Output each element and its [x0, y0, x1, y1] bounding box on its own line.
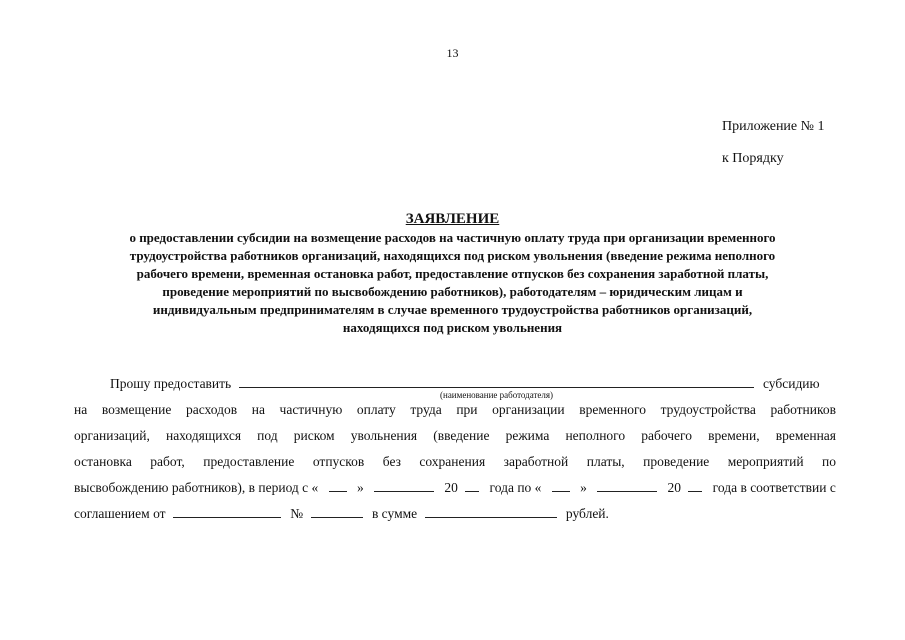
body-line: на возмещение расходов на частичную оплату труда при организации временного трудоустройства работников: [74, 402, 836, 417]
period-to-text: года по «: [489, 480, 542, 495]
document-subtitle-line: индивидуальным предпринимателям в случае временного трудоустройства работников организаций,: [152, 302, 753, 317]
request-line: [74, 371, 836, 400]
document-subtitle-line: находящихся под риском увольнения: [342, 320, 563, 335]
amount-text: в сумме: [371, 506, 418, 521]
agreement-number-sign: №: [290, 506, 304, 521]
end-year-field[interactable]: [688, 477, 702, 492]
page-number: 13: [446, 46, 459, 60]
document-subtitle-line: рабочего времени, временная остановка работ, предоставление отпусков без сохранения заработной платы,: [136, 266, 769, 281]
start-month-field[interactable]: [374, 477, 434, 492]
start-year-prefix: 20: [444, 480, 458, 495]
amount-field[interactable]: [425, 503, 557, 518]
start-day-field[interactable]: [329, 477, 347, 492]
end-month-field[interactable]: [597, 477, 657, 492]
document-heading: [40, 210, 865, 337]
period-from-text: высвобождению работников), в период с «: [74, 480, 319, 495]
end-day-field[interactable]: [552, 477, 570, 492]
quote-close: »: [356, 480, 364, 495]
accordance-text: года в соответствии с: [712, 480, 836, 495]
employer-name-caption: (наименование работодателя): [440, 390, 554, 400]
appendix-number: Приложение № 1: [722, 119, 825, 134]
document-title: ЗАЯВЛЕНИЕ: [405, 211, 500, 227]
agreement-number-field[interactable]: [311, 503, 363, 518]
end-year-prefix: 20: [667, 480, 681, 495]
agreement-from-text: соглашением от: [74, 506, 166, 521]
employer-name-field[interactable]: [239, 373, 754, 388]
agreement-line: [74, 501, 836, 527]
body-line: организаций, находящихся под риском увольнения (введение режима неполного рабочего времени, временная: [74, 428, 836, 443]
application-body: [74, 371, 836, 527]
document-subtitle-line: трудоустройства работников организаций, находящихся под риском увольнения (введение режима неполного: [129, 248, 776, 263]
document-subtitle-line: о предоставлении субсидии на возмещение расходов на частичную оплату труда при организации временного: [129, 230, 776, 245]
period-line: [74, 475, 836, 501]
request-text: Прошу предоставить: [110, 376, 232, 391]
subsidy-word: субсидию: [762, 376, 820, 391]
appendix-reference: к Порядку: [722, 151, 784, 166]
quote-close: »: [580, 480, 587, 495]
start-year-field[interactable]: [465, 477, 479, 492]
rubles-text: рублей.: [565, 506, 609, 521]
body-line: остановка работ, предоставление отпусков без сохранения заработной платы, проведение мероприятий по: [74, 454, 836, 469]
document-subtitle-line: проведение мероприятий по высвобождению работников), работодателям – юридическим лицам и: [162, 284, 743, 299]
agreement-date-field[interactable]: [173, 503, 281, 518]
